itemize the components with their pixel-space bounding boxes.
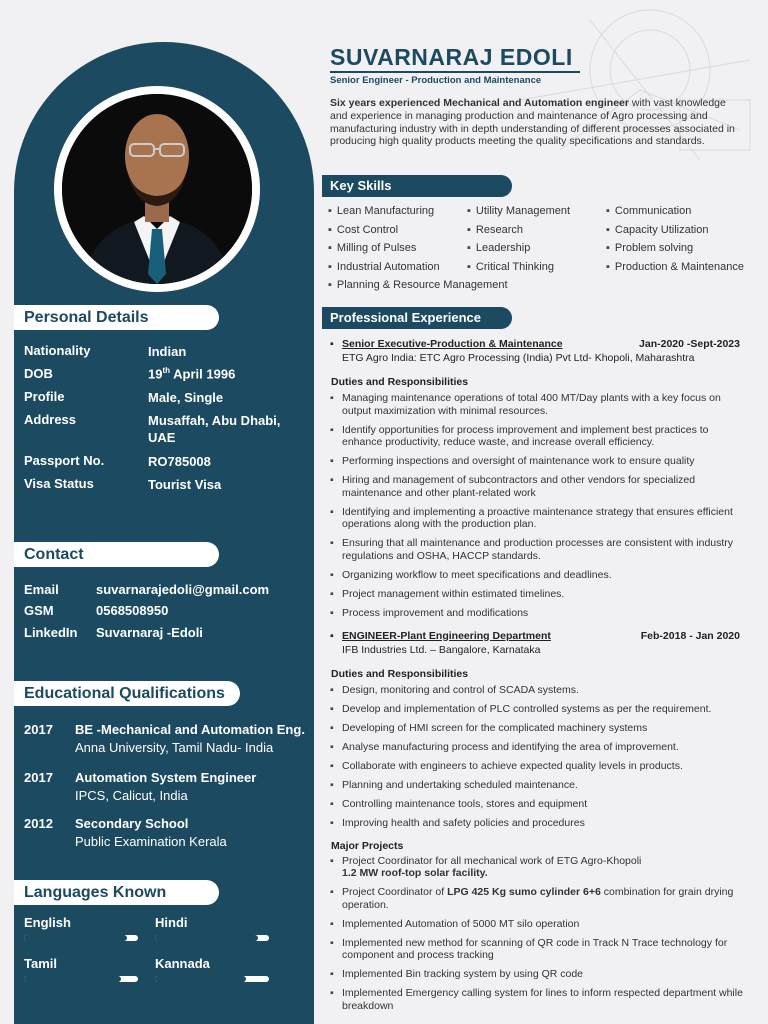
job-dates: Feb-2018 - Jan 2020 <box>640 629 740 642</box>
duty-item: ▪ Planning and undertaking scheduled maintenance. <box>330 779 750 792</box>
skill-item: ▪ Lean Manufacturing <box>328 205 434 217</box>
project-highlight: 1.2 MW roof-top solar facility. <box>342 867 488 879</box>
job-role: ENGINEER-Plant Engineering Department <box>342 629 551 642</box>
duty-item: ▪ Process improvement and modifications <box>330 607 750 620</box>
summary-text: with vast knowledge and experience in managing production and maintenance of Agro processing and manufacturing industry with in depth understanding of different processes associated in producing high quality products meeting the quality specifications and standards. <box>330 97 735 148</box>
project-text: Project Coordinator for all mechanical work of ETG Agro-Khopoli <box>342 854 642 867</box>
language-level-fill <box>24 935 127 941</box>
language-name: Hindi <box>155 915 188 930</box>
job-title: Senior Engineer - Production and Maintenance <box>330 75 542 86</box>
key-skills-header: Key Skills <box>322 175 512 197</box>
duty-item: ▪ Design, monitoring and control of SCADA systems. <box>330 684 750 697</box>
project-item <box>330 968 750 981</box>
dob-rest: April 1996 <box>170 366 236 382</box>
skill-item: ▪ Industrial Automation <box>328 261 440 273</box>
duties-title: Duties and Responsibilities <box>331 376 469 388</box>
project-highlight: LPG 425 Kg sumo cylinder 6+6 <box>447 886 601 898</box>
person-portrait-icon <box>62 94 252 284</box>
contact-value[interactable]: Suvarnaraj -Edoli <box>96 625 203 640</box>
job-dates: Jan-2020 -Sept-2023 <box>639 338 740 350</box>
duties-title: Duties and Responsibilities <box>331 667 469 680</box>
skill-item: ▪ Capacity Utilization <box>606 224 708 236</box>
duty-item: ▪ Project management within estimated timelines. <box>330 588 750 601</box>
contact-header: Contact <box>14 542 219 567</box>
education-school: Public Examination Kerala <box>75 834 227 849</box>
education-school: IPCS, Calicut, India <box>75 788 188 803</box>
duty-item: ▪ Develop and implementation of PLC controlled systems as per the requirement. <box>330 703 750 716</box>
education-degree: Secondary School <box>75 816 189 831</box>
project-text: Implemented Bin tracking system by using QR code <box>342 968 584 980</box>
duty-item: ▪ Identify opportunities for process improvement and implement best practices to enhance productivity, reduce waste, and increase overall efficiency. <box>330 424 750 449</box>
education-year: 2012 <box>24 816 53 831</box>
skill-item: ▪ Critical Thinking <box>467 261 554 273</box>
job-bullet-icon: ▪ <box>330 338 334 350</box>
language-level-bar <box>155 976 269 982</box>
personal-value <box>148 366 235 381</box>
job-company: ETG Agro India: ETC Agro Processing (India) Pvt Ltd- Khopoli, Maharashtra <box>342 352 695 364</box>
personal-label: Address <box>24 412 77 427</box>
education-degree: BE -Mechanical and Automation Eng. <box>75 722 305 737</box>
language-level-bar <box>24 976 138 982</box>
duty-item: ▪ Ensuring that all maintenance and production processes are consistent with industry regulations and OSHA, HACCP standards. <box>330 537 750 562</box>
skill-item: ▪ Production & Maintenance <box>606 261 744 273</box>
duty-item: ▪ Managing maintenance operations of total 400 MT/Day plants with a key focus on output maximization with minimal resources. <box>330 392 750 417</box>
duty-item: ▪ Developing of HMI screen for the complicated machinery systems <box>330 722 750 735</box>
project-item <box>330 937 750 962</box>
personal-value: Musaffah, Abu Dhabi, UAE <box>148 413 281 445</box>
language-level-fill <box>155 935 258 941</box>
personal-value: Indian <box>148 344 187 359</box>
job-role: Senior Executive-Production & Maintenance <box>342 338 563 350</box>
projects-title: Major Projects <box>331 839 404 852</box>
personal-label: DOB <box>24 366 53 381</box>
name-underline <box>330 71 580 73</box>
job-company: IFB Industries Ltd. – Bangalore, Karnataka <box>342 643 541 656</box>
contact-label: LinkedIn <box>24 625 78 640</box>
contact-label: GSM <box>24 603 54 618</box>
summary <box>330 97 740 148</box>
duty-item: ▪ Collaborate with engineers to achieve expected quality levels in products. <box>330 760 750 773</box>
experience-header: Professional Experience <box>322 307 512 329</box>
candidate-name: SUVARNARAJ EDOLI <box>330 44 573 70</box>
job-bullet-icon: ▪ <box>330 629 334 642</box>
duty-item: ▪ Hiring and management of subcontractors and other vendors for specialized maintenance and other plant-related work <box>330 474 750 499</box>
skill-item: ▪ Utility Management <box>467 205 570 217</box>
duty-item: ▪ Analyse manufacturing process and identifying the area of improvement. <box>330 741 750 754</box>
contact-label: Email <box>24 582 59 597</box>
personal-label: Profile <box>24 389 65 404</box>
personal-label: Passport No. <box>24 453 105 468</box>
language-name: English <box>24 915 71 930</box>
personal-value: RO785008 <box>148 454 211 469</box>
dob-suffix: th <box>162 366 171 375</box>
education-year: 2017 <box>24 770 53 785</box>
project-text: Implemented Automation of 5000 MT silo operation <box>342 917 580 930</box>
skill-item: ▪ Research <box>467 224 523 236</box>
project-item <box>330 987 750 1012</box>
personal-value: Tourist Visa <box>148 477 222 492</box>
skill-item: ▪ Communication <box>606 205 691 217</box>
education-school: Anna University, Tamil Nadu- India <box>75 740 274 755</box>
duty-item: ▪ Improving health and safety policies and procedures <box>330 817 750 830</box>
language-level-fill <box>155 976 246 982</box>
language-level-bar <box>24 935 138 941</box>
education-year: 2017 <box>24 722 53 737</box>
duty-item: ▪ Identifying and implementing a proactive maintenance strategy that ensures efficient operations along with the production plan. <box>330 506 750 531</box>
skill-item: ▪ Cost Control <box>328 224 398 236</box>
project-item <box>330 886 750 911</box>
profile-photo <box>62 94 252 284</box>
project-text: Project Coordinator of <box>342 886 448 898</box>
project-text: Implemented new method for scanning of QR code in Track N Trace technology for component and process tracking <box>342 936 728 961</box>
education-header: Educational Qualifications <box>14 681 240 706</box>
duty-item: ▪ Controlling maintenance tools, stores and equipment <box>330 798 750 811</box>
skill-item: ▪ Planning & Resource Management <box>328 279 508 291</box>
education-degree: Automation System Engineer <box>75 770 257 785</box>
language-level-fill <box>24 976 121 982</box>
project-item <box>330 855 750 880</box>
skill-item: ▪ Leadership <box>467 242 530 254</box>
project-item <box>330 918 750 931</box>
skill-item: ▪ Milling of Pulses <box>328 242 416 254</box>
languages-header: Languages Known <box>14 880 219 905</box>
personal-value: Male, Single <box>148 390 224 405</box>
language-level-bar <box>155 935 269 941</box>
duty-item: ▪ Performing inspections and oversight of maintenance work to ensure quality <box>330 455 750 468</box>
project-text: Implemented Emergency calling system for lines to inform respected department while breakdown <box>342 987 743 1012</box>
skill-item: ▪ Problem solving <box>606 242 693 254</box>
dob-day: 19 <box>148 366 163 382</box>
project-text: combination for grain drying operation. <box>342 886 734 911</box>
duty-item: ▪ Organizing workflow to meet specifications and deadlines. <box>330 569 750 582</box>
language-name: Kannada <box>155 956 210 971</box>
contact-value[interactable]: suvarnarajedoli@gmail.com <box>96 582 270 597</box>
contact-value[interactable]: 0568508950 <box>96 603 169 618</box>
personal-details-header: Personal Details <box>14 305 219 330</box>
personal-label: Visa Status <box>24 476 94 491</box>
language-name: Tamil <box>24 956 57 971</box>
personal-label: Nationality <box>24 343 91 358</box>
summary-highlight: Six years experienced Mechanical and Automation engineer <box>330 97 629 109</box>
